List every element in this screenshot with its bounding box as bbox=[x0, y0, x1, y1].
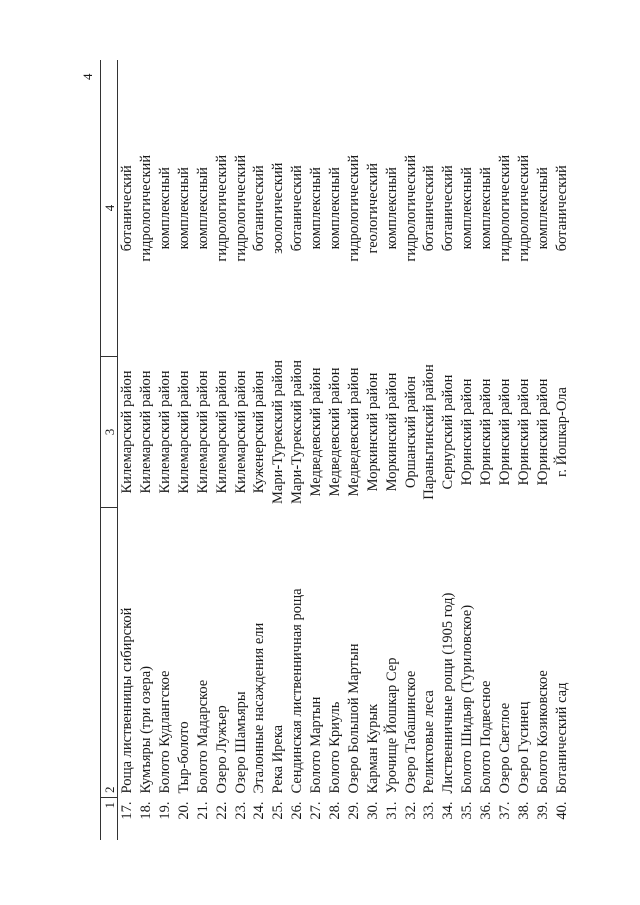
row-number-cell: 28. bbox=[326, 801, 343, 820]
category-cell: гидрологический bbox=[345, 154, 362, 262]
table-row bbox=[401, 60, 420, 840]
row-number-cell: 38. bbox=[515, 801, 532, 820]
site-name-cell: Ботанический сад bbox=[553, 682, 570, 794]
table-row bbox=[288, 60, 307, 840]
category-cell: комплексный bbox=[194, 167, 211, 250]
district-cell: Оршанский район bbox=[402, 375, 419, 489]
category-cell: ботанический bbox=[251, 165, 268, 252]
site-name-cell: Болото Криуль bbox=[326, 701, 343, 794]
category-cell: комплексный bbox=[156, 167, 173, 250]
table-row bbox=[477, 60, 496, 840]
category-cell: ботанический bbox=[440, 165, 457, 252]
table-row bbox=[364, 60, 383, 840]
category-cell: комплексный bbox=[308, 167, 325, 250]
table-row bbox=[515, 60, 534, 840]
district-cell: Килемарский район bbox=[175, 370, 192, 494]
row-number-cell: 22. bbox=[213, 801, 230, 820]
table-row bbox=[156, 60, 175, 840]
district-cell: Мари-Турекский район bbox=[270, 360, 287, 505]
row-number-cell: 27. bbox=[308, 801, 325, 820]
site-name-cell: Болото Мартын bbox=[308, 696, 325, 794]
row-number-cell: 40. bbox=[553, 801, 570, 820]
row-number-cell: 35. bbox=[459, 801, 476, 820]
column-header-3: 3 bbox=[101, 357, 118, 508]
district-cell: Моркинский район bbox=[364, 372, 381, 492]
table-row bbox=[307, 60, 326, 840]
row-number-cell: 25. bbox=[270, 801, 287, 820]
row-number-cell: 18. bbox=[138, 801, 155, 820]
site-name-cell: Озеро Лужъер bbox=[213, 705, 230, 794]
table-row bbox=[175, 60, 194, 840]
category-cell: ботанический bbox=[289, 165, 306, 252]
site-name-cell: Сендинская лиственничная роща bbox=[289, 588, 306, 794]
category-cell: гидрологический bbox=[232, 154, 249, 262]
site-name-cell: Озеро Табашинское bbox=[402, 670, 419, 794]
table-row bbox=[496, 60, 515, 840]
row-number-cell: 32. bbox=[402, 801, 419, 820]
site-name-cell: Роща лиственницы сибирской bbox=[119, 607, 136, 794]
table-row bbox=[231, 60, 250, 840]
row-number-cell: 23. bbox=[232, 801, 249, 820]
category-cell: ботанический bbox=[421, 165, 438, 252]
district-cell: Килемарский район bbox=[138, 370, 155, 494]
table-row bbox=[458, 60, 477, 840]
row-number-cell: 30. bbox=[364, 801, 381, 820]
table-row bbox=[382, 60, 401, 840]
category-cell: комплексный bbox=[326, 167, 343, 250]
site-name-cell: Болото Козиковское bbox=[534, 670, 551, 794]
district-cell: Параньгинский район bbox=[421, 364, 438, 500]
site-name-cell: Болото Шидьяр (Туриловское) bbox=[459, 604, 476, 794]
table-row bbox=[534, 60, 553, 840]
category-cell: гидрологический bbox=[497, 154, 513, 262]
category-cell: гидрологический bbox=[402, 154, 419, 262]
district-cell: Юринский район bbox=[478, 378, 495, 486]
category-cell: геологический bbox=[364, 162, 381, 254]
table-row bbox=[552, 60, 571, 840]
site-name-cell: Болото Подвесное bbox=[478, 680, 495, 794]
table-row bbox=[439, 60, 458, 840]
district-cell: Юринский район bbox=[534, 378, 551, 486]
district-cell: Килемарский район bbox=[194, 370, 211, 494]
category-cell: ботанический bbox=[553, 165, 570, 252]
rotated-table-container bbox=[100, 60, 571, 840]
row-number-cell: 29. bbox=[345, 801, 362, 820]
row-number-cell: 36. bbox=[478, 801, 495, 820]
district-cell: Юринский район bbox=[459, 378, 476, 486]
row-number-cell: 21. bbox=[194, 801, 211, 820]
site-name-cell: Кумъяры (три озера) bbox=[138, 665, 155, 794]
district-cell: Килемарский район bbox=[119, 370, 136, 494]
district-cell: г. Йошкар-Ола bbox=[553, 387, 570, 477]
table-row bbox=[345, 60, 364, 840]
category-cell: комплексный bbox=[534, 167, 551, 250]
row-number-cell: 19. bbox=[156, 801, 173, 820]
district-cell: Юринский район bbox=[497, 378, 513, 486]
table-row bbox=[326, 60, 345, 840]
row-number-cell: 31. bbox=[383, 801, 400, 820]
site-name-cell: Озеро Шамъяры bbox=[232, 691, 249, 794]
district-cell: Медведевский район bbox=[308, 367, 325, 497]
protected-areas-table bbox=[100, 60, 571, 840]
category-cell: комплексный bbox=[175, 167, 192, 250]
category-cell: гидрологический bbox=[213, 154, 230, 262]
row-number-cell: 20. bbox=[175, 801, 192, 820]
category-cell: комплексный bbox=[478, 167, 495, 250]
table-header-row bbox=[101, 60, 118, 840]
table-row bbox=[250, 60, 269, 840]
table-row bbox=[269, 60, 288, 840]
district-cell: Моркинский район bbox=[383, 372, 400, 492]
district-cell: Медведевский район bbox=[345, 367, 362, 497]
table-row bbox=[212, 60, 231, 840]
district-cell: Килемарский район bbox=[156, 370, 173, 494]
row-number-cell: 37. bbox=[497, 801, 513, 820]
row-number-cell: 26. bbox=[289, 801, 306, 820]
district-cell: Сернурский район bbox=[440, 374, 457, 490]
page-number: 4 bbox=[80, 73, 95, 80]
column-header-2: 2 bbox=[101, 508, 118, 798]
row-number-cell: 34. bbox=[440, 801, 457, 820]
site-name-cell: Озеро Светлое bbox=[497, 702, 513, 794]
district-cell: Килемарский район bbox=[213, 370, 230, 494]
district-cell: Юринский район bbox=[515, 378, 532, 486]
row-number-cell: 39. bbox=[534, 801, 551, 820]
site-name-cell: Озеро Гусинец bbox=[515, 701, 532, 794]
site-name-cell: Река Ирека bbox=[270, 724, 287, 794]
site-name-cell: Лиственничные рощи (1905 год) bbox=[440, 592, 457, 794]
district-cell: Килемарский район bbox=[232, 370, 249, 494]
site-name-cell: Тыр-болото bbox=[175, 721, 192, 794]
row-number-cell: 24. bbox=[251, 801, 268, 820]
site-name-cell: Болото Мадарское bbox=[194, 679, 211, 794]
district-cell: Куженерский район bbox=[251, 370, 268, 494]
site-name-cell: Карман Курык bbox=[364, 703, 381, 794]
site-name-cell: Эталонные насаждения ели bbox=[251, 622, 268, 794]
column-header-1: 1 bbox=[101, 798, 118, 841]
category-cell: комплексный bbox=[459, 167, 476, 250]
table-row bbox=[194, 60, 213, 840]
category-cell: ботанический bbox=[119, 165, 136, 252]
district-cell: Медведевский район bbox=[326, 367, 343, 497]
site-name-cell: Болото Кудлангское bbox=[156, 670, 173, 794]
site-name-cell: Реликтовые леса bbox=[421, 690, 438, 794]
table-row bbox=[137, 60, 156, 840]
site-name-cell: Урочище Йошкар Сер bbox=[383, 657, 400, 794]
table-row bbox=[118, 60, 137, 840]
site-name-cell: Озеро Большой Мартын bbox=[345, 643, 362, 794]
category-cell: комплексный bbox=[383, 167, 400, 250]
row-number-cell: 33. bbox=[421, 801, 438, 820]
row-number-cell: 17. bbox=[119, 801, 136, 820]
district-cell: Мари-Турекский район bbox=[289, 360, 306, 505]
table-row bbox=[420, 60, 439, 840]
column-header-4: 4 bbox=[101, 60, 118, 357]
category-cell: зоологический bbox=[270, 162, 287, 254]
category-cell: гидрологический bbox=[515, 154, 532, 262]
category-cell: гидрологический bbox=[138, 154, 155, 262]
